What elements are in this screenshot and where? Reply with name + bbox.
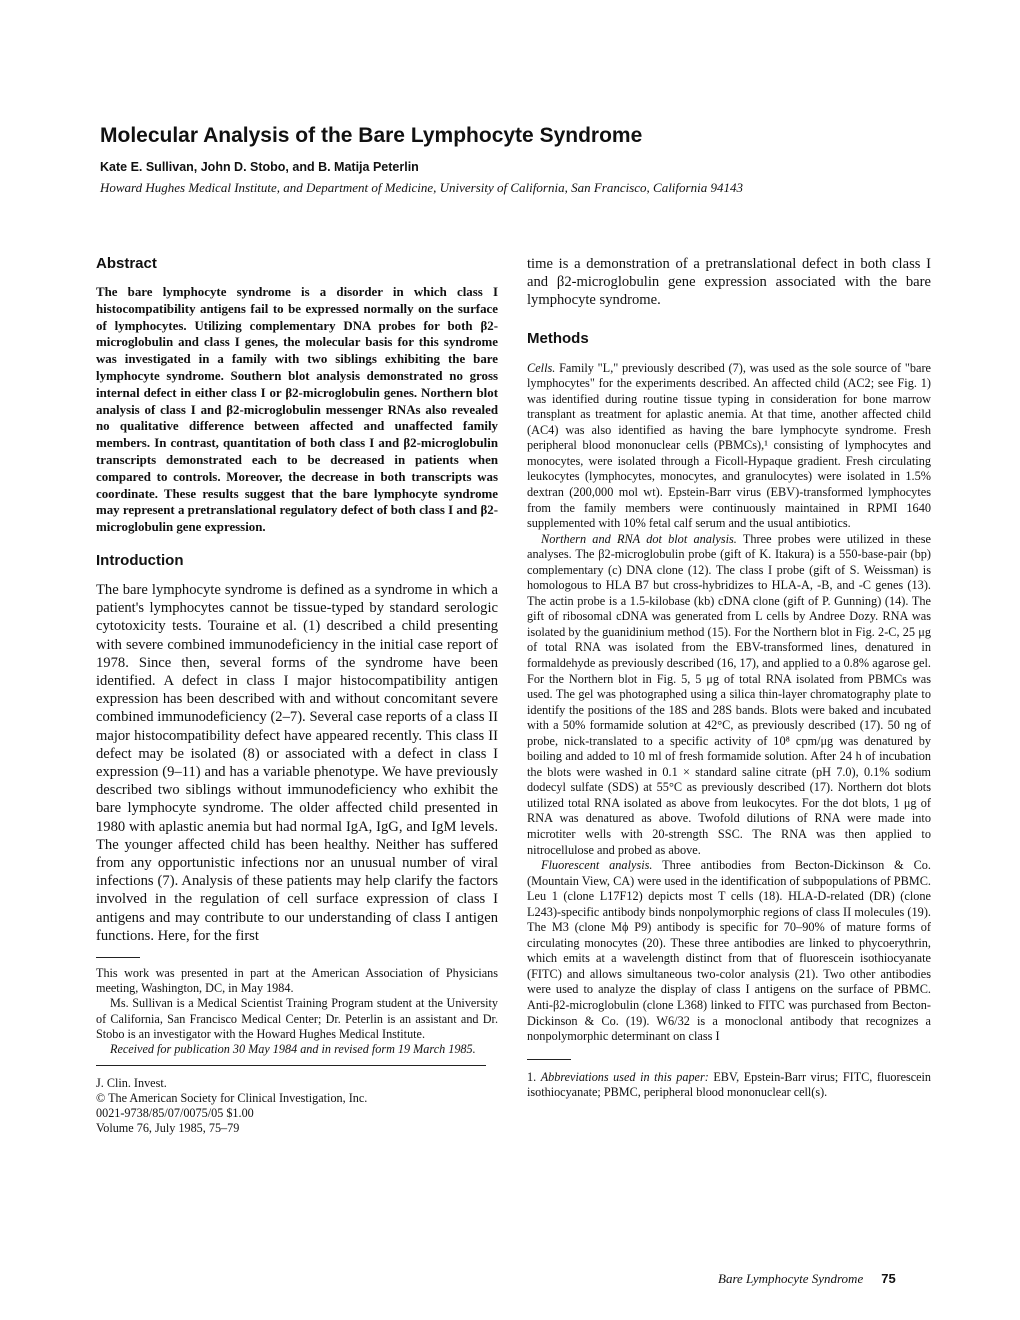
article-title: Molecular Analysis of the Bare Lymphocyte Syndrome bbox=[100, 124, 643, 147]
page-footer bbox=[718, 1271, 896, 1287]
publication-divider bbox=[96, 1065, 486, 1066]
cells-subheading: Cells. bbox=[527, 360, 556, 375]
footnote-received: Received for publication 30 May 1984 and in revised form 19 March 1985. bbox=[110, 1042, 476, 1057]
running-title: Bare Lymphocyte Syndrome bbox=[718, 1271, 864, 1286]
fluorescent-text: Three antibodies from Becton-Dickinson & Co. (Mountain View, CA) were used in the identification of subpopulations of PBMC. Leu 1 (clone L17F12) depicts most T cells (18). HLA-D-related (DR) (clone L243)-specific antibody binds nonpolymorphic regions of class II molecules (19). The M3 (clone Mϕ P9) antibody is specific for 70–90% of mature forms of circulating monocytes (20). These three antibodies are linked to phycoerythrin, which emits at a wavelength distinct from that of fluorescein isothiocyanate (FITC) and allows simultaneous two-color analysis (21). Two other antibodies were used to analyze the display of class I antigens on the surface of PBMC. Anti-β2-microglobulin (clone L368) linked to FITC was purchased from Becton-Dickinson & Co. (19). W6/32 is a monoclonal antibody that recognizes a nonpolymorphic determinant on class I bbox=[527, 858, 931, 1044]
footnote-presented: This work was presented in part at the American Association of Physicians meeting, Washington, DC, in May 1984. bbox=[96, 966, 498, 996]
methods-northern-paragraph bbox=[527, 532, 931, 858]
copyright-line: © The American Society for Clinical Investigation, Inc. bbox=[96, 1091, 368, 1106]
introduction-continuation: time is a demonstration of a pretranslational defect in both class I and β2-microglobulin gene expression associated with the bare lymphocyte syndrome. bbox=[527, 256, 931, 309]
fluorescent-subheading: Fluorescent analysis. bbox=[541, 858, 653, 873]
cells-text: Family "L," previously described (7), was used as the sole source of "bare lymphocytes" for the experiments described. An affected child (AC2; see Fig. 1) was identified during routine tissue typing in consideration for bone marrow transplant as treatment for aplastic anemia. At that time, another affected child (AC4) was also identified as having the bare lymphocyte syndrome. Fresh peripheral blood mononuclear cells (PBMCs),¹ consisting of lymphocytes and monocytes, were isolated through a Ficoll-Hypaque gradient. Fresh circulating leukocytes (lymphocytes, monocytes, and granulocytes) were isolated in 1.5% dextran (200,000 mol wt). Epstein-Barr virus (EBV)-transformed lymphocytes from the family members were continuously maintained in RPMI 1640 supplemented with 10% fetal calf serum and the usual antibiotics. bbox=[527, 360, 931, 531]
right-column bbox=[527, 255, 931, 1100]
footnote-divider bbox=[96, 957, 140, 958]
author-list: Kate E. Sullivan, John D. Stobo, and B. Matija Peterlin bbox=[100, 160, 419, 174]
northern-text: Three probes were utilized in these analyses. The β2-microglobulin probe (gift of K. Itakura) is a 550-base-pair (bp) complementary (c) DNA clone (12). The class I probe (gift of S. Weissman) is homologous to HLA B7 but cross-hybridizes to HLA-A, -B, and -C genes (13). The actin probe is a 1.5-kilobase (kb) cDNA clone (gift of P. Gunning) (14). The gift of ribosomal cDNA was generated from L cells by Andree Dozy. RNA was isolated by the guanidinium method (15). For the Northern blot in Fig. 2-C, 25 μg of total RNA was isolated from the EBV-transformed lines, denatured in formaldehyde as previously described (16, 17), and applied to a 0.8% agarose gel. For the Northern blot in Fig. 5, 5 μg of total RNA isolated from PBMCs was used. The gel was photographed using a silica thin-layer chromatography plate to identify the positions of the 18S and 28S bands. Blots were baked and incubated with a 50% formamide solution at 42°C, as previously described (17). 50 ng of probe, nick-translated to a specific activity of 10⁸ cpm/μg was denatured by boiling and added to 10 ml of fresh formamide solution. After 24 h of incubation the blots were washed in 0.1 × standard saline citrate (pH 7.0), 0.1% sodium dodecyl sulfate (SDS) at 55°C as previously described (17). Northern dot blots utilized total RNA isolated as above from leukocytes. For the dot blots, 1 μg of RNA was denatured as above. Twofold dilutions of RNA were made into microtiter wells with 20-strength SSC. The RNA was then applied to nitrocellulose and probed as above. bbox=[527, 531, 931, 857]
methods-fluorescent-paragraph bbox=[527, 858, 931, 1045]
northern-subheading: Northern and RNA dot blot analysis. bbox=[541, 531, 737, 546]
methods-heading: Methods bbox=[527, 329, 589, 347]
footnote-divider-right bbox=[527, 1059, 571, 1060]
journal-name: J. Clin. Invest. bbox=[96, 1076, 167, 1091]
affiliation: Howard Hughes Medical Institute, and Department of Medicine, University of California, San Francisco, California 94143 bbox=[100, 180, 743, 195]
abstract-heading: Abstract bbox=[96, 255, 157, 272]
methods-cells-paragraph bbox=[527, 361, 931, 532]
footnote-abbreviations: 1. Abbreviations used in this paper: EBV, Epstein-Barr virus; FITC, fluorescein isothiocyanate; PBMC, peripheral blood mononuclear cell(s). bbox=[527, 1069, 932, 1099]
abstract-text: The bare lymphocyte syndrome is a disorder in which class I histocompatibility antigens fail to be expressed normally on the surface of lymphocytes. Utilizing complementary DNA probes for both β2-microglobulin and class I genes, the molecular basis for this syndrome was investigated in a family with two siblings exhibiting the bare lymphocyte syndrome. Southern blot analysis demonstrated no gross internal defect in either class I or β2-microglobulin genes. Northern blot analysis of class I and β2-microglobulin messenger RNAs also revealed no qualitative difference between affected and unaffected family members. In contrast, quantitation of both class I and β2-microglobulin transcripts demonstrated each to be decreased in patients when compared to controls. Moreover, the decrease in both transcripts was coordinate. These results suggest that the bare lymphocyte syndrome may represent a pretranslational regulatory defect of both class I and β2-microglobulin gene expression. bbox=[96, 285, 498, 535]
page-number: 75 bbox=[881, 1271, 896, 1286]
issn-code: 0021-9738/85/07/0075/05 $1.00 bbox=[96, 1106, 254, 1121]
introduction-text: The bare lymphocyte syndrome is defined as a syndrome in which a patient's lymphocytes cannot be tissue-typed by standard serologic cytotoxicity tests. Touraine et al. (1) described a child presenting with severe combined immunodeficiency in the initial case report of 1978. Since then, several forms of the syndrome have been identified. A defect in class I major histocompatibility antigen expression has been described with and without concomitant severe combined immunodeficiency (2–7). Several case reports of a class II major histocompatibility defect have appeared recently. This class II defect may be isolated (8) or associated with a defect in class I expression (9–11) and has a variable phenotype. We have previously described two siblings without immunodeficiency who exhibit the bare lymphocyte syndrome. The older affected child presented in 1980 with aplastic anemia but had normal IgA, IgG, and IgM levels. The younger affected child has been healthy. Neither has suffered from any opportunistic infections nor an unusual number of viral infections (7). Analysis of these patients may help clarify the factors involved in the regulation of cell surface expression of class I antigens and may contribute to our understanding of class I antigen functions. Here, for the first bbox=[96, 581, 498, 944]
introduction-heading: Introduction bbox=[96, 551, 184, 569]
left-column bbox=[96, 255, 498, 1136]
volume-line: Volume 76, July 1985, 75–79 bbox=[96, 1121, 240, 1136]
footnote-authors: Ms. Sullivan is a Medical Scientist Training Program student at the University of California, San Francisco Medical Center; Dr. Peterlin is an assistant and Dr. Stobo is an investigator with the Howard Hughes Medical Institute. bbox=[96, 996, 498, 1041]
